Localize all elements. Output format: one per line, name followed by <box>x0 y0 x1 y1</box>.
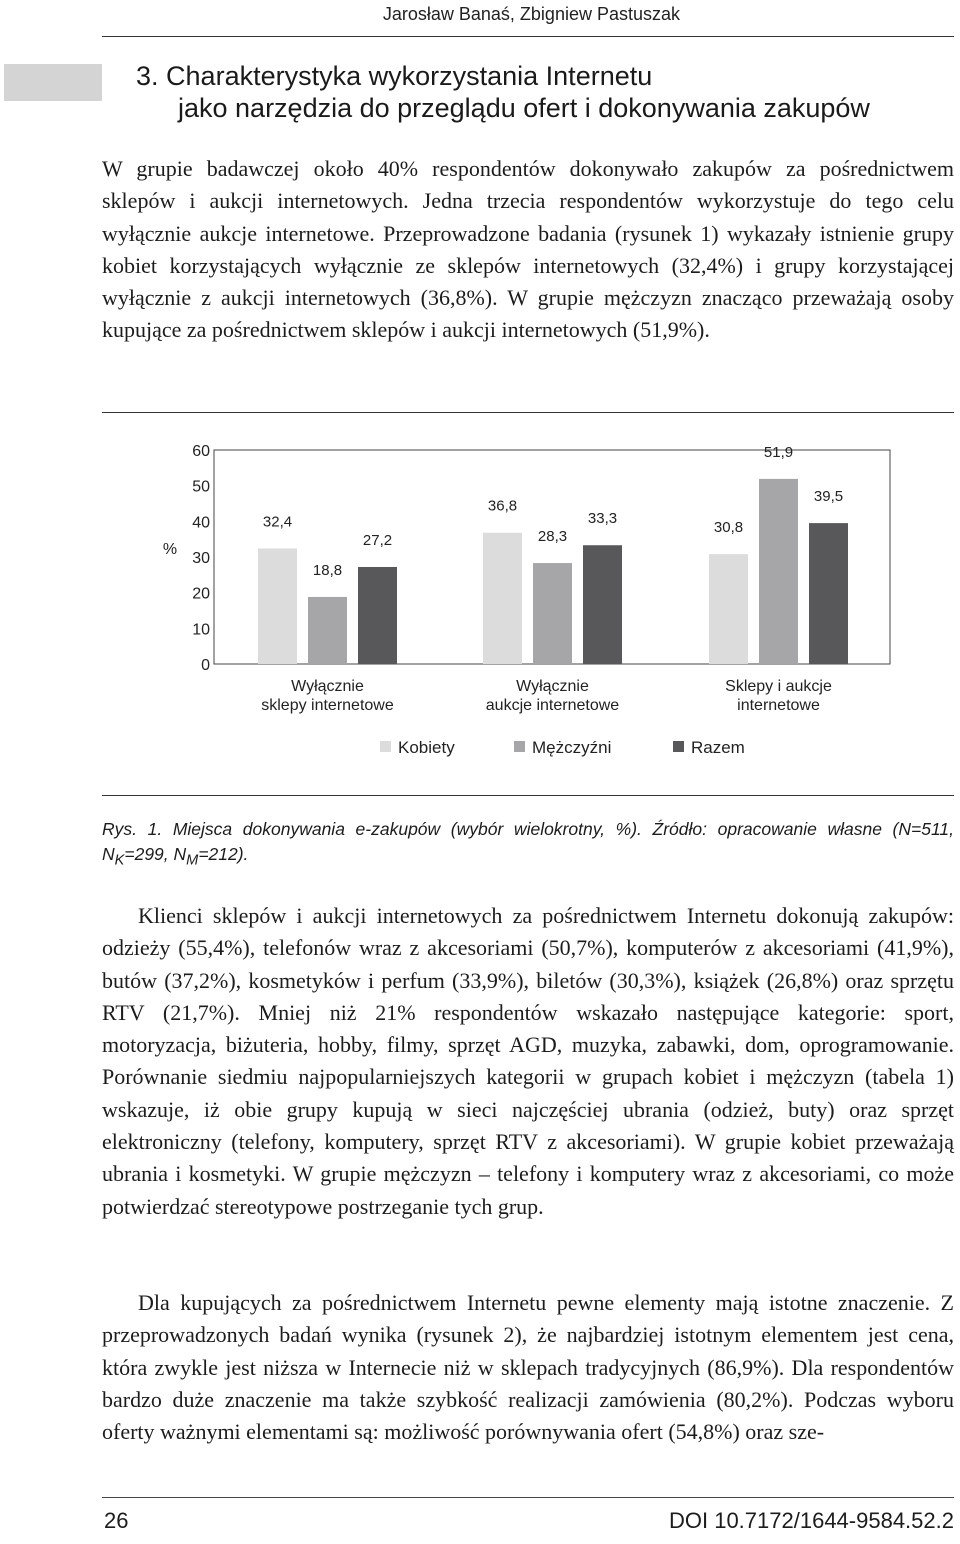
y-tick-label: 40 <box>192 514 210 532</box>
y-tick-label: 0 <box>201 657 210 674</box>
bar <box>809 523 848 664</box>
doi: DOI 10.7172/1644-9584.52.2 <box>668 1508 954 1533</box>
data-label: 28,3 <box>537 528 568 546</box>
y-tick-label: 50 <box>192 478 210 496</box>
section-title-line2: jako narzędzia do przeglądu ofert i dokonywania zakupów <box>178 93 870 123</box>
data-label: 27,2 <box>362 531 393 549</box>
data-label: 30,8 <box>713 519 744 537</box>
section-number: 3. <box>136 61 159 91</box>
category-label: aukcje internetowe <box>485 697 620 714</box>
y-tick-label: 30 <box>192 550 210 567</box>
bar <box>358 567 397 664</box>
bar-chart <box>0 412 960 792</box>
bar <box>709 554 748 664</box>
y-tick-label: 60 <box>192 443 210 460</box>
caption-prefix: Rys. 1. Miejsca dokonywania e-zakupów (wybór wielokrotny, %). Źródło: opracowanie własne (N=511, N <box>102 819 954 864</box>
legend-label: Mężczyźni <box>532 738 612 757</box>
data-label: 39,5 <box>813 488 844 506</box>
section-title-line1: Charakterystyka wykorzystania Internetu <box>166 61 653 91</box>
bar <box>483 533 522 664</box>
figure-rule-bottom <box>102 795 954 796</box>
legend-swatch <box>673 741 684 752</box>
bar <box>258 548 297 664</box>
section-marker <box>4 64 102 101</box>
body-paragraph-2: Klienci sklepów i aukcji internetowych za pośrednictwem Internetu dokonują zakupów: odzieży (55,4%), telefonów wraz z akcesoriami (50,7%), komputerów z akcesoriami (41,9%), butów (37,2%), kosmetyków i perfum (33,9%), biletów (30,3%), książek (26,8%) oraz sprzętu RTV (21,7%). Mniej niż 21% respondentów wskazało następujące kategorie: sport, motoryzacja, biżuteria, hobby, filmy, sprzęt AGD, muzyka, zabawki, dom, oprogramowanie. Porównanie siedmiu najpopularniejszych kategorii w grupach kobiet i mężczyzn (tabela 1) wskazuje, iż obie grupy kupują w sieci najczęściej ubrania (odzież, buty) oraz sprzęt elektroniczny (telefony, komputery, sprzęt RTV z akcesoriami). W grupie kobiet przeważają ubrania i kosmetyki. W grupie mężczyzn – telefony i komputery wraz z akcesoriami, co może potwierdzać stereotypowe postrzeganie tych grup. <box>102 903 954 1219</box>
data-label: 33,3 <box>587 510 618 528</box>
data-label: 36,8 <box>487 497 518 515</box>
caption-sub-k: K <box>114 852 125 869</box>
category-label: sklepy internetowe <box>261 697 394 714</box>
section-heading <box>136 60 936 124</box>
category-label: Sklepy i aukcje <box>725 678 832 695</box>
figure-caption <box>102 817 954 874</box>
legend-label: Razem <box>691 738 745 757</box>
bar <box>533 563 572 664</box>
y-tick-label: 10 <box>192 621 210 639</box>
caption-sub-m: M <box>186 852 199 869</box>
caption-suffix: =212). <box>198 844 249 864</box>
header-rule <box>102 36 954 37</box>
bar <box>759 479 798 664</box>
category-label: Wyłącznie <box>291 678 364 695</box>
y-tick-label: 20 <box>192 585 210 603</box>
page-number: 26 <box>104 1508 129 1533</box>
body-paragraph-3: Dla kupujących za pośrednictwem Internetu pewne elementy mają istotne znaczenie. Z przeprowadzonych badań wynika (rysunek 2), że najbardziej istotnym elementem jest cena, która zwykle jest niższa w Internecie niż w sklepach tradycyjnych (86,9%). Dla respondentów bardzo duże znaczenie ma także szybkość realizacji zamówienia (80,2%). Podczas wyboru oferty ważnymi elementami są: możliwość porównywania ofert (54,8%) oraz sze- <box>102 1290 954 1445</box>
y-axis-label: % <box>162 541 178 558</box>
category-label: internetowe <box>737 697 820 714</box>
data-label: 32,4 <box>262 513 293 531</box>
caption-mid: =299, N <box>124 844 187 864</box>
footer-rule <box>102 1497 954 1498</box>
category-label: Wyłącznie <box>516 678 589 695</box>
bar <box>308 597 347 664</box>
legend-label: Kobiety <box>398 738 455 757</box>
data-label: 18,8 <box>312 561 343 579</box>
legend-swatch <box>514 741 525 752</box>
bar <box>583 545 622 664</box>
running-header: Jarosław Banaś, Zbigniew Pastuszak <box>382 4 680 24</box>
legend-swatch <box>380 741 391 752</box>
body-paragraph-1: W grupie badawczej około 40% respondentów dokonywało zakupów za pośrednictwem sklepów i aukcji internetowych. Jedna trzecia respondentów wykorzystuje do tego celu wyłącznie aukcje internetowe. Przeprowadzone badania (rysunek 1) wykazały istnienie grupy kobiet korzystających wyłącznie ze sklepów internetowych (32,4%) i grupy korzystającej wyłącznie z aukcji internetowych (36,8%). W grupie mężczyzn znacząco przeważają osoby kupujące za pośrednictwem sklepów i aukcji internetowych (51,9%). <box>102 156 954 343</box>
data-label: 51,9 <box>763 443 794 461</box>
